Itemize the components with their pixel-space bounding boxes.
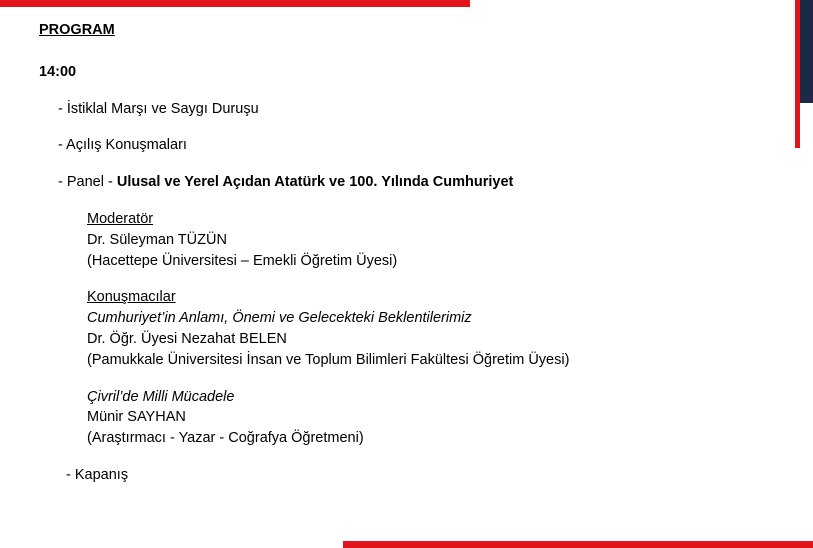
speaker-2-affiliation: (Araştırmacı - Yazar - Coğrafya Öğretmeni) bbox=[87, 430, 364, 446]
panel-prefix: - Panel - bbox=[58, 174, 117, 190]
speaker-1-affiliation: (Pamukkale Üniversitesi İnsan ve Toplum Bilimleri Fakültesi Öğretim Üyesi) bbox=[87, 352, 570, 368]
item-anthem: - İstiklal Marşı ve Saygı Duruşu bbox=[58, 101, 259, 117]
item-closing: - Kapanış bbox=[66, 467, 129, 483]
speaker-2-talk: Çivril’de Milli Mücadele bbox=[87, 389, 235, 405]
item-panel bbox=[58, 172, 513, 192]
speaker-1-name: Dr. Öğr. Üyesi Nezahat BELEN bbox=[87, 331, 287, 347]
right-navy-bar bbox=[800, 0, 813, 103]
program-time: 14:00 bbox=[39, 64, 77, 80]
top-red-bar bbox=[0, 0, 470, 7]
panel-title: Ulusal ve Yerel Açıdan Atatürk ve 100. Yılında Cumhuriyet bbox=[116, 174, 514, 190]
moderator-name: Dr. Süleyman TÜZÜN bbox=[87, 232, 227, 248]
speaker-2-name: Münir SAYHAN bbox=[87, 409, 186, 425]
moderator-affiliation: (Hacettepe Üniversitesi – Emekli Öğretim Üyesi) bbox=[87, 253, 398, 269]
speakers-heading: Konuşmacılar bbox=[87, 289, 176, 305]
speaker-1-talk: Cumhuriyet’in Anlamı, Önemi ve Gelecekteki Beklentilerimiz bbox=[87, 310, 472, 326]
bottom-red-bar bbox=[343, 541, 813, 548]
program-heading: PROGRAM bbox=[39, 22, 115, 38]
moderator-heading: Moderatör bbox=[87, 211, 154, 227]
item-opening: - Açılış Konuşmaları bbox=[58, 137, 187, 153]
